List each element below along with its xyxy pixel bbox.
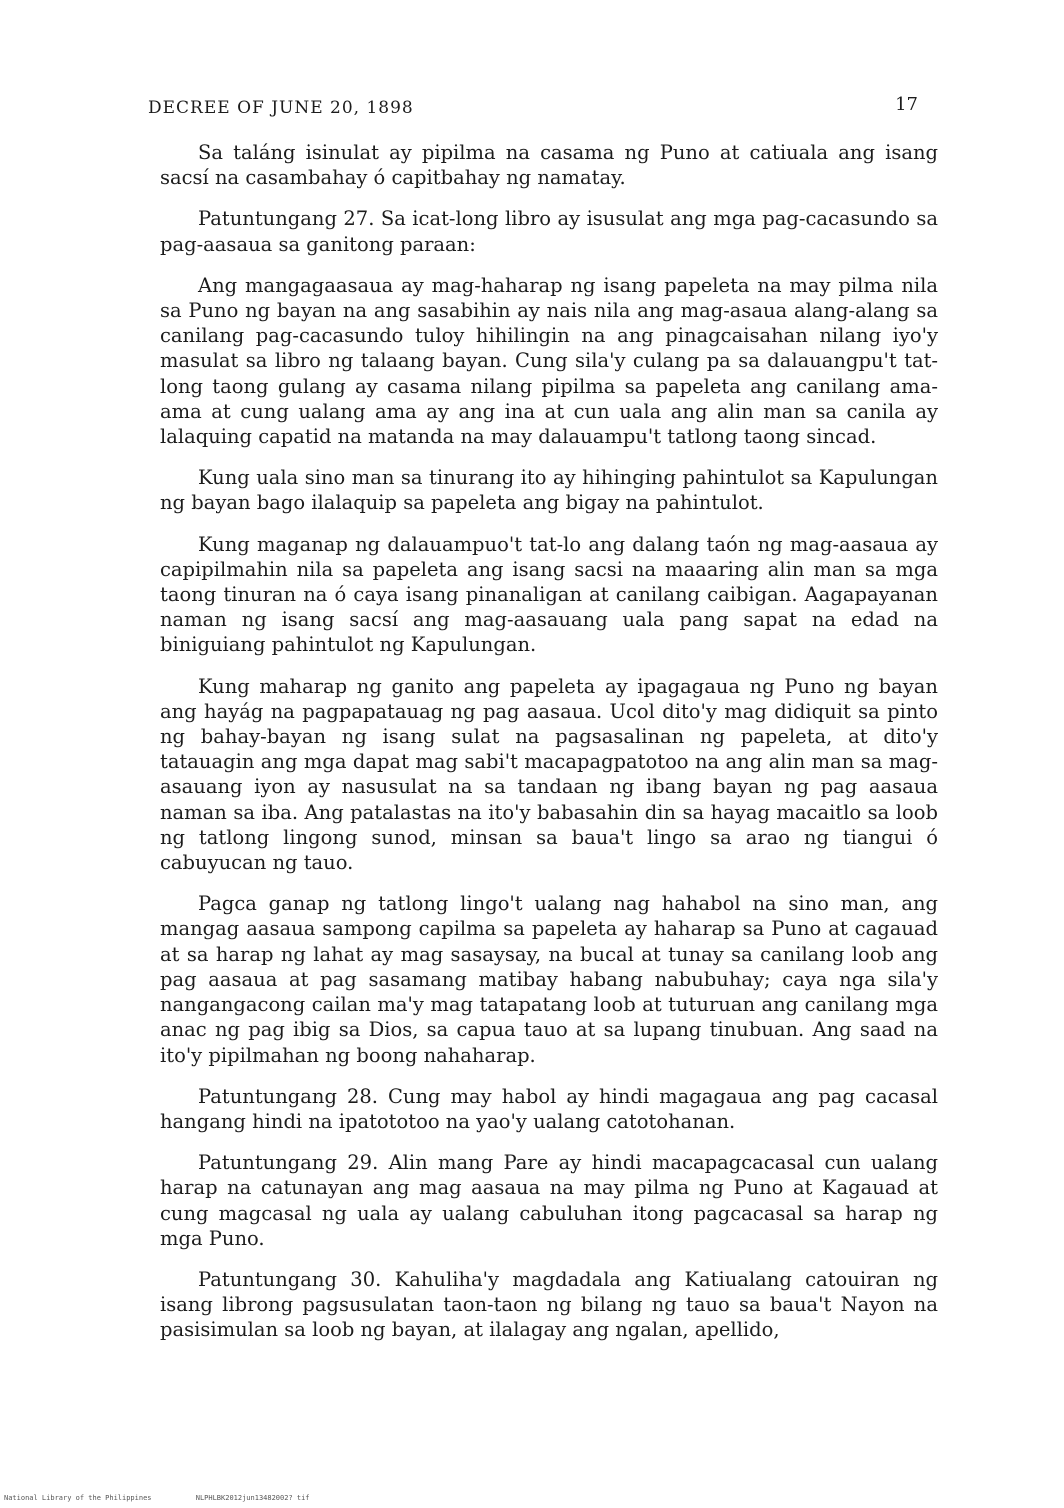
paragraph: Pagca ganap ng tatlong lingo't ualang nag hahabol na sino man, ang mangag aasaua sampong capilma sa papeleta ay haharap sa Puno at cagauad at sa harap ng lahat ay mag sasaysay, na bucal at tunay sa canilang loob ang pag aasaua at pag sasamang matibay habang nabubuhay; caya nga sila'y nangangacong cailan ma'y mag tatapatang loob at tuturuan ang canilang mga anac ng pag ibig sa Dios, sa capua tauo at sa lupang tinubuan. Ang saad na ito'y pipilmahan ng boong nahaharap.: [160, 892, 938, 1067]
footer-source: National Library of the Philippines: [4, 1494, 152, 1502]
paragraph: Patuntungang 29. Alin mang Pare ay hindi macapagcacasal cun ualang harap na catunayan ang mag aasaua na may pilma ng Puno at Kagauad at cung magcasal ng uala ay ualang cabuluhan itong pagcacasal sa harap ng mga Puno.: [160, 1151, 938, 1250]
paragraph: Ang mangagaasaua ay mag-haharap ng isang papeleta na may pilma nila sa Puno ng bayan na ang sasabihin ay nais nila ang mag-asaua alang-alang sa canilang pag-cacasundo tuloy hihilingin na ang pinagcaisahan nilang iyo'y masulat sa libro ng talaang bayan. Cung sila'y culang pa sa dalauangpu't tat-long taong gulang ay casama nilang pipilma sa papeleta ang canilang ama-ama at cung ualang ama ay ang ina at cun uala ang alin man sa canila ay lalaquing capatid na matanda na may dalauampu't tatlong taong sincad.: [160, 273, 938, 449]
paragraph: Kung maganap ng dalauampuo't tat-lo ang dalang taón ng mag-aasaua ay capipilmahin nila sa papeleta ang isang sacsi na maaaring alin man sa mga taong tinuran na ó caya isang pinanaligan at canilang caibigan. Aagapayanan naman ng isang sacsí ang mag-aasauang uala pang sapat na edad na biniguiang pahintulot ng Kapulungan.: [160, 532, 938, 657]
paragraph: Sa taláng isinulat ay pipilma na casama ng Puno at catiuala ang isang sacsí na casambahay ó capitbahay ng namatay.: [160, 141, 938, 190]
paragraph: Patuntungang 27. Sa icat-long libro ay isusulat ang mga pag-cacasundo sa pag-aasaua sa ganitong paraan:: [160, 207, 938, 256]
body-text: [160, 140, 938, 1359]
page-number: 17: [895, 94, 918, 115]
footer-file: NLPHLBK2012jun13482002? tif: [195, 1494, 310, 1502]
paragraph: Patuntungang 30. Kahuliha'y magdadala ang Katiualang catouiran ng isang librong pagsusulatan taon-taon ng bilang ng tauo sa baua't Nayon na pasisimulan sa loob ng bayan, at ilalagay ang ngalan, apellido,: [160, 1267, 938, 1342]
paragraph: Kung uala sino man sa tinurang ito ay hihinging pahintulot sa Kapulungan ng bayan bago ilalaquip sa papeleta ang bigay na pahintulot.: [160, 466, 938, 515]
paragraph: Kung maharap ng ganito ang papeleta ay ipagagaua ng Puno ng bayan ang hayág na pagpapatauag ng pag aasaua. Ucol dito'y mag didiquit sa pinto ng bahay-bayan ng isang sulat na pagsasalinan ng papeleta, at dito'y tatauagin ang mga dapat mag sabi't macapagpatotoo na ang alin man sa mag-asauang iyon ay nasusulat na sa tandaan ng ibang bayan ng pag aasaua naman sa iba. Ang patalastas na ito'y babasahin din sa hayag macaitlo sa loob ng tatlong lingong sunod, minsan sa baua't lingo sa arao ng tiangui ó cabuyucan ng tauo.: [160, 674, 938, 875]
running-title: DECREE OF JUNE 20, 1898: [148, 98, 414, 118]
running-header: [148, 94, 918, 120]
scan-footer: [4, 1494, 350, 1502]
paragraph: Patuntungang 28. Cung may habol ay hindi magagaua ang pag cacasal hangang hindi na ipatototoo na yao'y ualang catotohanan.: [160, 1084, 938, 1133]
